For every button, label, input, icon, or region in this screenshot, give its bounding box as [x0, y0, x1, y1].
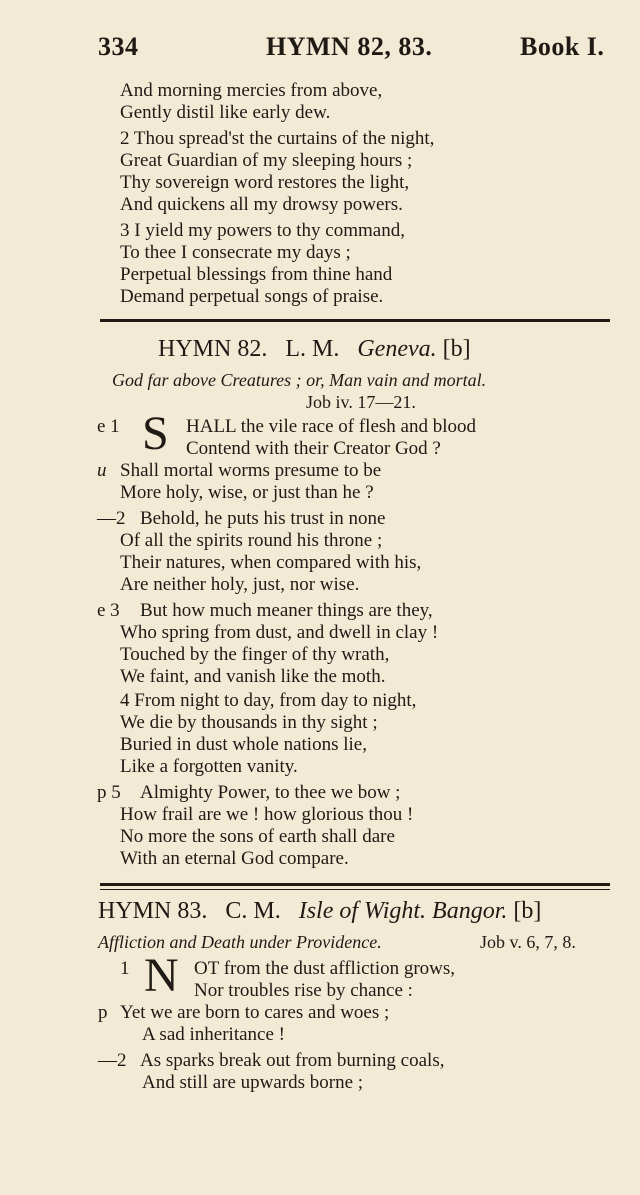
hymn-82-title — [158, 336, 471, 363]
verse-line: Buried in dust whole nations lie, — [120, 734, 367, 755]
margin-mark: u — [97, 460, 107, 481]
verse-line: More holy, wise, or just than he ? — [120, 482, 374, 503]
verse-line: We die by thousands in thy sight ; — [120, 712, 378, 733]
verse-line: Thy sovereign word restores the light, — [120, 172, 410, 193]
verse-line: Are neither holy, just, nor wise. — [120, 574, 360, 595]
verse-line: 3 I yield my powers to thy command, — [120, 220, 405, 241]
hymn-number: HYMN 83. — [98, 898, 208, 924]
verse-line: And quickens all my drowsy powers. — [120, 194, 403, 215]
verse-line: Their natures, when compared with his, — [120, 552, 422, 573]
book-label: Book I. — [520, 32, 605, 61]
hymn-82-subtitle: God far above Creatures ; or, Man vain and mortal. — [112, 370, 487, 390]
verse-line: Contend with their Creator God ? — [186, 438, 441, 459]
verse-line: Gently distil like early dew. — [120, 102, 331, 123]
section-rule — [100, 883, 610, 886]
margin-mark: p — [98, 1002, 108, 1023]
hymn-number: HYMN 82. — [158, 336, 268, 362]
verse-line: We faint, and vanish like the moth. — [120, 666, 386, 687]
section-rule-thin — [100, 889, 610, 890]
hymn-83-scripture: Job v. 6, 7, 8. — [480, 932, 576, 952]
verse-line: How frail are we ! how glorious thou ! — [120, 804, 414, 825]
verse-line: Of all the spirits round his throne ; — [120, 530, 383, 551]
verse-line: Shall mortal worms presume to be — [120, 460, 382, 481]
hymn-83-subtitle: Affliction and Death under Providence. — [98, 932, 382, 952]
verse-line: Touched by the finger of thy wrath, — [120, 644, 390, 665]
verse-line: Like a forgotten vanity. — [120, 756, 298, 777]
margin-mark: p 5 — [97, 782, 121, 803]
verse-line: Great Guardian of my sleeping hours ; — [120, 150, 413, 171]
verse-line: To thee I consecrate my days ; — [120, 242, 351, 263]
tune-name: Geneva. — [357, 336, 437, 362]
margin-mark: —2 — [97, 508, 126, 529]
hymn-82-scripture: Job iv. 17—21. — [306, 392, 416, 412]
key-mark: [b] — [442, 336, 471, 362]
section-rule — [100, 319, 610, 322]
verse-line: Nor troubles rise by chance : — [194, 980, 413, 1001]
verse-line: 2 Thou spread'st the curtains of the night, — [120, 128, 435, 149]
verse-line: But how much meaner things are they, — [140, 600, 433, 621]
key-mark: [b] — [513, 898, 542, 924]
drop-cap: S — [142, 407, 169, 460]
verse-line: Yet we are born to cares and woes ; — [120, 1002, 390, 1023]
verse-line: A sad inheritance ! — [142, 1024, 285, 1045]
verse-line: OT from the dust affliction grows, — [194, 958, 456, 979]
drop-cap: N — [144, 949, 179, 1002]
meter: L. M. — [285, 336, 340, 362]
hymn-83-title — [98, 898, 541, 925]
verse-line: Perpetual blessings from thine hand — [120, 264, 393, 285]
verse-line: Almighty Power, to thee we bow ; — [140, 782, 401, 803]
verse-line: And still are upwards borne ; — [142, 1072, 364, 1093]
verse-line: Behold, he puts his trust in none — [140, 508, 386, 529]
margin-mark: 1 — [120, 958, 130, 979]
meter: C. M. — [225, 898, 281, 924]
margin-mark: —2 — [98, 1050, 127, 1071]
verse-line: 4 From night to day, from day to night, — [120, 690, 417, 711]
verse-line: Demand perpetual songs of praise. — [120, 286, 384, 307]
page-number: 334 — [98, 32, 139, 61]
verse-line: With an eternal God compare. — [120, 848, 349, 869]
verse-line: Who spring from dust, and dwell in clay ! — [120, 622, 439, 643]
verse-line: As sparks break out from burning coals, — [140, 1050, 445, 1071]
verse-line: HALL the vile race of flesh and blood — [186, 416, 477, 437]
margin-mark: e 3 — [97, 600, 120, 621]
verse-line: And morning mercies from above, — [120, 80, 383, 101]
running-title: HYMN 82, 83. — [266, 32, 433, 61]
verse-line: No more the sons of earth shall dare — [120, 826, 395, 847]
tune-name: Isle of Wight. Bangor. — [298, 898, 508, 924]
margin-mark: e 1 — [97, 416, 120, 437]
